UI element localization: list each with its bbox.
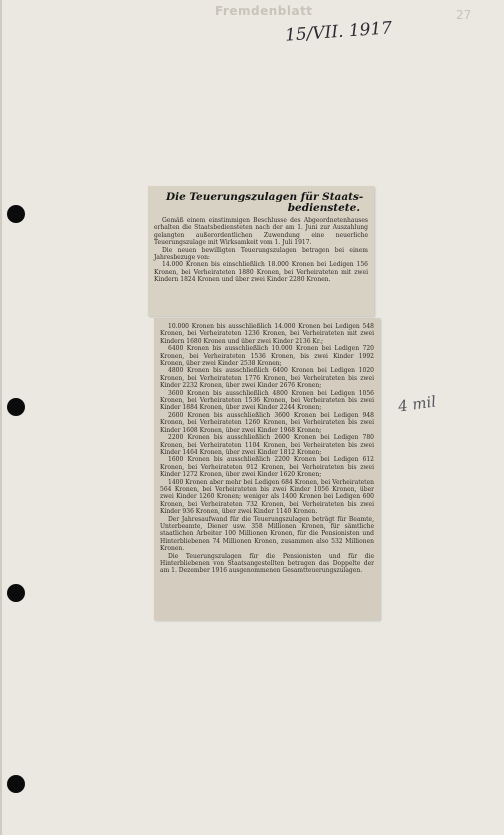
article-paragraph: 10.000 Kronen bis ausschließlich 14.000 Kronen bei Ledigen 548 Kronen, bei Verheirateten 1236 Kronen, bei Verheirateten mit zwei Kindern 1680 Kronen und über zwei Kinder 2136 Kr.; <box>160 323 374 345</box>
punch-hole <box>7 775 25 793</box>
headline-line-1: Die Teuerungszulagen für Staats- <box>166 191 364 203</box>
article-body-bottom <box>160 323 374 575</box>
handwritten-date: 15/VII. 1917 <box>284 18 393 46</box>
article-paragraph: 2600 Kronen bis ausschließlich 3600 Kronen bei Ledigen 948 Kronen, bei Verheirateten 1260 Kronen, bei Verheirateten bis zwei Kinder 1608 Kronen, über zwei Kinder 1968 Kronen; <box>160 411 374 434</box>
article-paragraph: Die Teuerungszulagen für die Pensionisten und für die Hinterbliebenen von Staatsangestellten betragen das Doppelte der am 1. Dezember 1916 ausgenommenen Gesamtteuerungszulagen. <box>160 552 374 575</box>
article-paragraph: 2200 Kronen bis ausschließlich 2600 Kronen bei Ledigen 780 Kronen, bei Verheirateten 1104 Kronen, bei Verheirateten bis zwei Kinder 1464 Kronen, über zwei Kinder 1812 Kronen; <box>160 434 374 456</box>
handwritten-margin-note: 4 mil <box>396 392 438 416</box>
article-paragraph: 3600 Kronen bis ausschließlich 4800 Kronen bei Ledigen 1056 Kronen, bei Verheirateten 1536 Kronen, bei Verheirateten bis zwei Kinder 1884 Kronen, über zwei Kinder 2244 Kronen; <box>160 389 374 412</box>
article-paragraph: 1600 Kronen bis ausschließlich 2200 Kronen bei Ledigen 612 Kronen, bei Verheirateten 912 Kronen, bei Verheirateten bis zwei Kinder 1272 Kronen, über zwei Kinder 1620 Kronen; <box>160 456 374 479</box>
clipping-bottom <box>154 318 380 620</box>
article-paragraph: 6400 Kronen bis ausschließlich 10.000 Kronen bei Ledigen 720 Kronen, bei Verheirateten 1536 Kronen, bis zwei Kinder 1992 Kronen, über zwei Kinder 2538 Kronen; <box>160 345 374 368</box>
page-number: 27 <box>456 8 472 22</box>
headline-line-2: bedienstete. <box>287 202 360 214</box>
article-paragraph: 4800 Kronen bis ausschließlich 6400 Kronen bei Ledigen 1020 Kronen, bei Verheirateten 1776 Kronen, bei Verheirateten bis zwei Kinder 2232 Kronen, über zwei Kinder 2676 Kronen; <box>160 367 374 390</box>
article-body-top <box>154 217 368 284</box>
article-paragraph: 1400 Kronen aber mehr bei Ledigen 684 Kronen, bei Verheirateten 564 Kronen, bei Verheirateten bis zwei Kinder 1056 Kronen, über zwei Kinder 1260 Kronen; weniger als 1400 Kronen bei Ledigen 600 Kronen, bei Verheirateten 732 Kronen, bei Verheirateten bis zwei Kinder 936 Kronen, über zwei Kinder 1140 Kronen. <box>160 478 374 516</box>
clipping-top <box>148 186 374 316</box>
article-paragraph: Die neuen bewilligten Teuerungszulagen betragen bei einem Jahresbezuge von: <box>154 246 368 262</box>
punch-hole <box>7 584 25 602</box>
article-paragraph: 14.000 Kronen bis einschließlich 18.000 Kronen bei Ledigen 156 Kronen, bei Verheirateten 1880 Kronen, bei Verheirateten mit zwei Kindern 1824 Kronen und über zwei Kinder 2280 Kronen. <box>154 261 368 284</box>
punch-hole <box>7 205 25 223</box>
article-headline <box>166 192 368 214</box>
punch-hole <box>7 398 25 416</box>
newspaper-stamp: Fremdenblatt <box>215 4 313 18</box>
article-paragraph: Gemäß einem einstimmigen Beschlusse des Abgeordnetenhauses erhalten die Staatsbediensteten nach der am 1. Juni zur Auszahlung gelangten außerordentlichen Zuwendung eine neuerliche Teuerungszulage mit Wirksamkeit vom 1. Juli 1917. <box>154 217 368 247</box>
article-paragraph: Der Jahresaufwand für die Teuerungszulagen beträgt für Beamte, Unterbeamte, Diener usw. 358 Millionen Kronen, für sämtliche staatlichen Arbeiter 100 Millionen Kronen, für die Pensionisten und Hinterbliebenen 74 Millionen Kronen, zusammen also 532 Millionen Kronen. <box>160 515 374 553</box>
